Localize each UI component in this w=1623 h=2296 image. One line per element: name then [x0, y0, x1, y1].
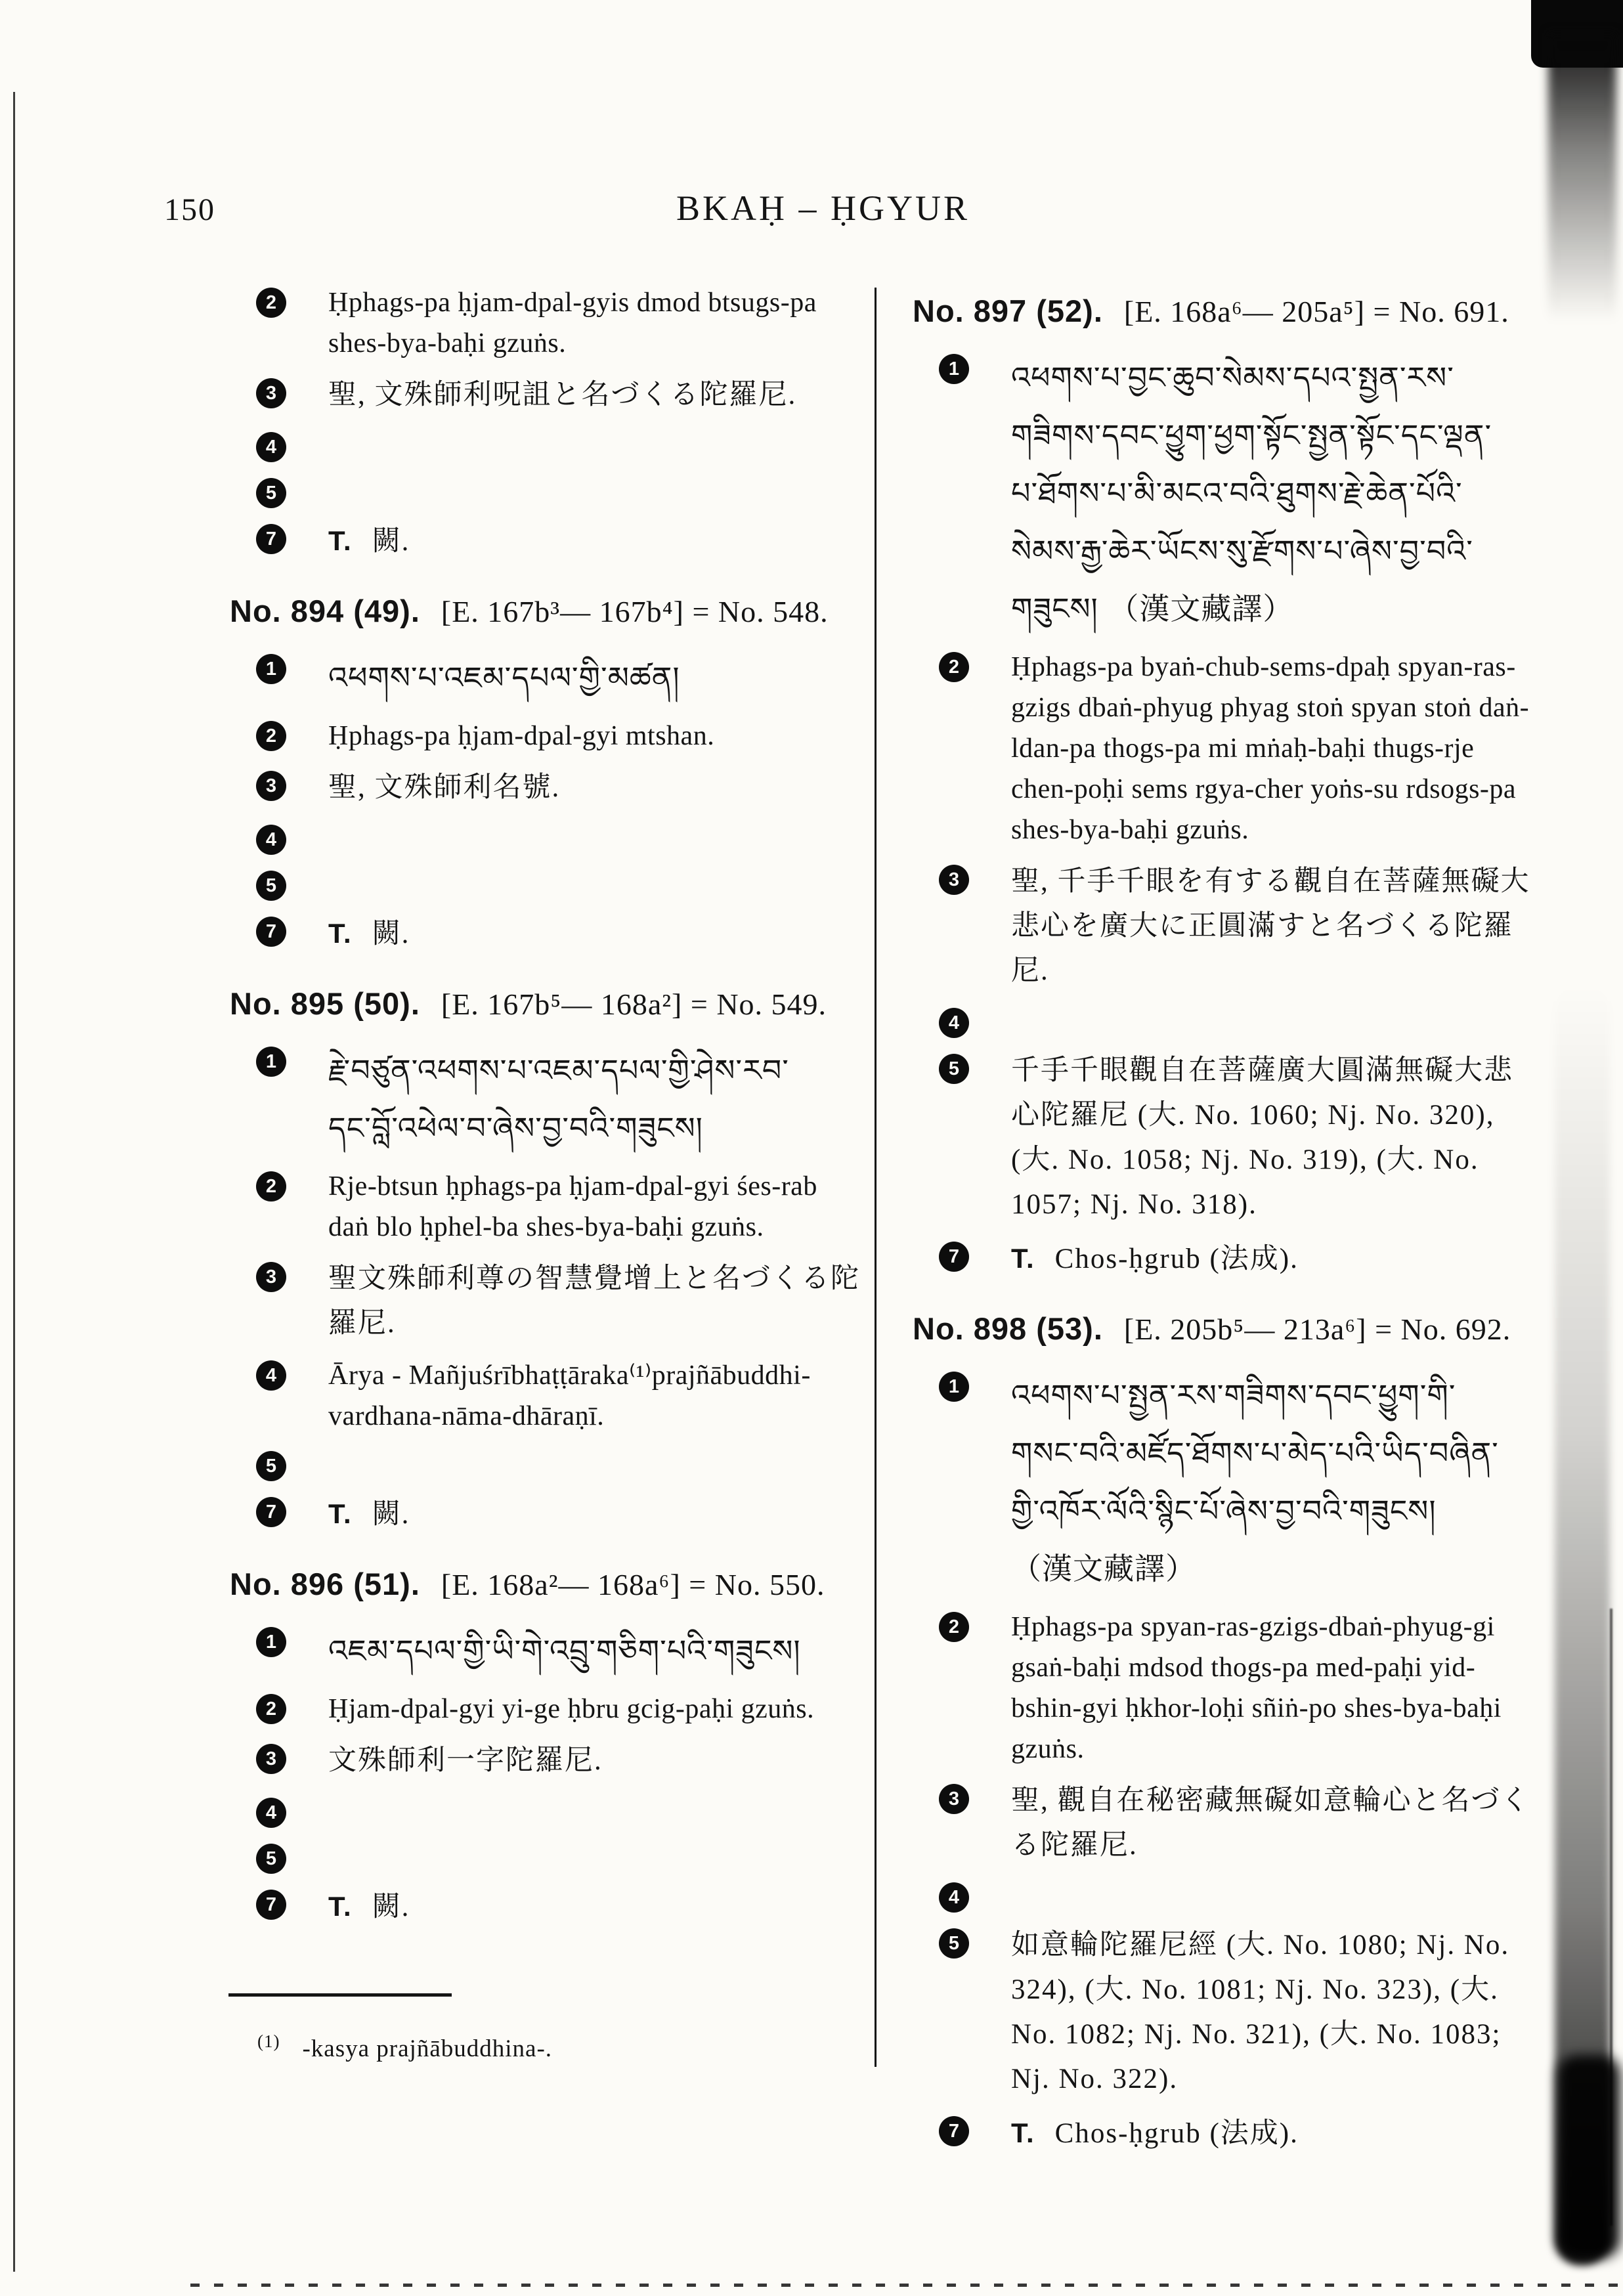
- entry-897: [913, 293, 1536, 1282]
- scan-artifact-bottom-dotted-line: [190, 2284, 1623, 2287]
- t-label: T.: [328, 1891, 353, 1922]
- entry-895: [230, 986, 860, 1537]
- item-row: [230, 766, 860, 810]
- entry-ref: [E. 205b⁵— 213a⁶] = No. 692.: [1123, 1312, 1511, 1346]
- footnote: [257, 2031, 552, 2063]
- page-header-title: BKAḤ – ḤGYUR: [676, 188, 970, 228]
- item-row: [913, 1049, 1536, 1227]
- item-number-badge: 3: [256, 1744, 286, 1774]
- t-label: T.: [1011, 2117, 1035, 2148]
- item-text-tibetan-canon-note: T. 闕.: [328, 918, 410, 949]
- item-row: [913, 647, 1536, 850]
- footnote-marker: (1): [257, 2031, 280, 2051]
- column-divider-rule: [875, 288, 876, 2067]
- item-text-tibetan-canon-note: T. 闕.: [328, 525, 410, 557]
- item-text-empty: [328, 819, 860, 846]
- item-text-japanese: 聖, 文殊師利呪詛と名づくる陀羅尼.: [328, 379, 797, 410]
- entry-ref: [E. 168a⁶— 205a⁵] = No. 691.: [1123, 295, 1509, 328]
- item-number-badge: 5: [939, 1054, 969, 1084]
- item-row: [230, 1041, 860, 1157]
- left-column: [230, 282, 860, 1939]
- tibetan-line: པ་ཐོགས་པ་མི་མངའ་བའི་ཐུགས་རྗེ་ཆེན་པོའི་: [1011, 475, 1463, 511]
- item-number-badge: 3: [256, 1262, 286, 1292]
- item-row: [230, 427, 860, 464]
- item-number-badge: 5: [256, 871, 286, 901]
- tibetan-line: འཇམ་དཔལ་གྱི་ཡི་གེ་འབྲུ་གཅིག་པའི་གཟུངས།: [328, 1633, 801, 1668]
- item-row: [230, 1622, 860, 1679]
- item-row: [230, 1166, 860, 1247]
- item-text-japanese: 聖, 千手千眼を有する觀自在菩薩無礙大悲心を廣大に正圓滿すと名づくる陀羅尼.: [1011, 866, 1530, 986]
- item-row: [230, 1257, 860, 1346]
- item-row: [913, 1003, 1536, 1039]
- scan-artifact-right-line: [1610, 1609, 1612, 2226]
- footnote-text: -kasya prajñābuddhina-.: [302, 2035, 553, 2062]
- item-text-japanese: 聖文殊師利尊の智慧覺增上と名づくる陀羅尼.: [328, 1263, 860, 1339]
- item-row: [230, 1446, 860, 1483]
- footnote-rule: [228, 1993, 452, 1997]
- item-row: [230, 373, 860, 418]
- item-row: [230, 1792, 860, 1829]
- scan-edge-line-left: [13, 92, 15, 2272]
- item-number-badge: 4: [256, 432, 286, 462]
- entry-number: No. 896 (51).: [230, 1567, 420, 1601]
- tibetan-line: རྗེ་བཙུན་འཕགས་པ་འཇམ་དཔལ་གྱི་ཤེས་རབ་: [328, 1052, 789, 1088]
- item-text-empty: [328, 1838, 860, 1865]
- item-text-translator: T. Chos-ḥgrub (法成).: [1011, 2117, 1299, 2149]
- item-number-badge: 5: [256, 1844, 286, 1874]
- item-number-badge: 2: [256, 1694, 286, 1724]
- entry-number: No. 895 (50).: [230, 986, 420, 1021]
- page-number: 150: [164, 192, 215, 227]
- entry-number: No. 897 (52).: [913, 293, 1103, 328]
- item-text-translator: T. Chos-ḥgrub (法成).: [1011, 1243, 1299, 1274]
- item-number-badge: 4: [939, 1882, 969, 1913]
- item-row: [913, 349, 1536, 638]
- tibetan-line: འཕགས་པ་འཇམ་དཔལ་གྱི་མཚན།: [328, 660, 680, 695]
- item-number-badge: 2: [256, 288, 286, 318]
- item-number-badge: 4: [256, 1360, 286, 1391]
- entry-heading: [913, 1310, 1536, 1347]
- item-number-badge: 1: [939, 354, 969, 384]
- item-number-badge: 4: [256, 1798, 286, 1828]
- item-text-empty: [1011, 1877, 1536, 1903]
- item-row: [230, 473, 860, 509]
- item-row: [913, 2111, 1536, 2156]
- t-label: T.: [328, 1498, 353, 1529]
- item-number-badge: 7: [256, 1497, 286, 1527]
- entry-896: [230, 1566, 860, 1930]
- item-number-badge: 2: [939, 1612, 969, 1642]
- item-text-empty: [328, 865, 860, 892]
- item-row: [230, 819, 860, 856]
- item-number-badge: 7: [256, 524, 286, 554]
- item-row: [230, 1838, 860, 1875]
- item-text-chinese-refs: 千手千眼觀自在菩薩廣大圓滿無礙大悲心陀羅尼 (大. No. 1060; Nj. No. 320), (大. No. 1058; Nj. No. 319), (大. No. 1057; Nj. No. 318).: [1011, 1055, 1513, 1220]
- item-row: [230, 1689, 860, 1729]
- item-row: [913, 1366, 1536, 1597]
- tibetan-line: གཟུངས། （漢文藏譯）: [1011, 591, 1294, 626]
- item-row: [230, 1355, 860, 1437]
- item-row: [913, 1779, 1536, 1868]
- item-number-badge: 1: [256, 1627, 286, 1657]
- item-number-badge: 3: [256, 378, 286, 408]
- t-label: T.: [1011, 1243, 1035, 1274]
- item-row: [230, 1739, 860, 1783]
- item-number-badge: 5: [256, 1451, 286, 1481]
- item-text-empty: [328, 427, 860, 453]
- item-number-badge: 1: [256, 654, 286, 684]
- item-text-empty: [1011, 1003, 1536, 1029]
- item-row: [230, 1884, 860, 1930]
- item-number-badge: 5: [939, 1928, 969, 1959]
- item-number-badge: 1: [256, 1047, 286, 1077]
- entry-ref: [E. 167b³— 167b⁴] = No. 548.: [441, 595, 829, 628]
- item-text-transliteration: Ḥphags-pa spyan-ras-gzigs-dbaṅ-phyug-gi gsaṅ-baḥi mdsod thogs-pa med-paḥi yid-bshin-gyi ḥkhor-loḥi sñiṅ-po shes-bya-baḥi gzuṅs.: [1011, 1612, 1502, 1764]
- item-text-empty: [328, 1446, 860, 1472]
- item-number-badge: 2: [939, 652, 969, 682]
- item-text-japanese: 聖, 觀自在秘密藏無礙如意輪心と名づくる陀羅尼.: [1011, 1785, 1530, 1861]
- tibetan-line: འཕགས་པ་བྱང་ཆུབ་སེམས་དཔའ་སྤྱན་རས་: [1011, 360, 1454, 395]
- item-text-transliteration: Ḥphags-pa ḥjam-dpal-gyi mtshan.: [328, 721, 715, 751]
- t-label: T.: [328, 918, 353, 949]
- item-row: [230, 282, 860, 364]
- entry-898: [913, 1310, 1536, 2156]
- tibetan-line: གཟིགས་དབང་ཕྱུག་ཕྱག་སྟོང་སྤྱན་སྟོང་དང་ལྡན་: [1011, 418, 1492, 453]
- entry-heading: [230, 986, 860, 1022]
- entry-894: [230, 593, 860, 957]
- item-number-badge: 4: [256, 825, 286, 855]
- t-label: T.: [328, 525, 353, 556]
- item-number-badge: 5: [256, 478, 286, 508]
- item-row: [913, 859, 1536, 993]
- item-text-empty: [328, 1792, 860, 1819]
- entry-number: No. 894 (49).: [230, 594, 420, 628]
- item-row: [230, 911, 860, 957]
- item-row: [913, 1607, 1536, 1769]
- item-number-badge: 3: [256, 771, 286, 801]
- item-text-chinese-refs: 如意輪陀羅尼經 (大. No. 1080; Nj. No. 324), (大. No. 1081; Nj. No. 323), (大. No. 1082; Nj. No. 321), (大. No. 1083; Nj. No. 322).: [1011, 1930, 1510, 2094]
- item-number-badge: 7: [256, 917, 286, 947]
- item-text-transliteration: Rje-btsun ḥphags-pa ḥjam-dpal-gyi śes-rab daṅ blo ḥphel-ba shes-bya-baḥi gzuṅs.: [328, 1171, 817, 1242]
- item-number-badge: 3: [939, 1784, 969, 1814]
- item-text-transliteration: Ḥjam-dpal-gyi yi-ge ḥbru gcig-paḥi gzuṅs.: [328, 1694, 815, 1724]
- tibetan-line: གསང་བའི་མཛོད་ཐོགས་པ་མེད་པའི་ཡིད་བཞིན་: [1011, 1435, 1499, 1471]
- item-text-tibetan-canon-note: T. 闕.: [328, 1498, 410, 1530]
- tibetan-line: སེམས་རྒྱ་ཆེར་ཡོངས་སུ་རྫོགས་པ་ཞེས་བྱ་བའི་: [1011, 533, 1473, 569]
- item-text-japanese: 文殊師利一字陀羅尼.: [328, 1745, 603, 1776]
- item-text-sanskrit-title: Ārya - Mañjuśrībhaṭṭāraka⁽¹⁾prajñābuddhi-vardhana-nāma-dhāraṇī.: [328, 1360, 811, 1431]
- tibetan-line: དང་བློ་འཕེལ་བ་ཞེས་བྱ་བའི་གཟུངས།: [328, 1110, 703, 1146]
- tibetan-line: འཕགས་པ་སྤྱན་རས་གཟིགས་དབང་ཕྱུག་གི་: [1011, 1377, 1456, 1413]
- entry-continuation: [230, 282, 860, 564]
- item-row: [230, 1492, 860, 1537]
- item-row: [913, 1877, 1536, 1914]
- item-row: [913, 1236, 1536, 1282]
- tibetan-line: གྱི་འཁོར་ལོའི་སྙིང་པོ་ཞེས་བྱ་བའི་གཟུངས།: [1011, 1493, 1437, 1528]
- entry-heading: [230, 593, 860, 629]
- item-row: [913, 1923, 1536, 2102]
- item-row: [230, 865, 860, 902]
- item-row: [230, 649, 860, 706]
- item-text-tibetan-canon-note: T. 闕.: [328, 1891, 410, 1922]
- entry-ref: [E. 167b⁵— 168a²] = No. 549.: [441, 987, 827, 1021]
- item-number-badge: 7: [939, 1242, 969, 1272]
- item-number-badge: 1: [939, 1372, 969, 1402]
- item-row: [230, 716, 860, 756]
- entry-heading: [230, 1566, 860, 1602]
- scan-artifact-top-right-tail: [1548, 33, 1616, 322]
- item-text-transliteration: Ḥphags-pa ḥjam-dpal-gyis dmod btsugs-pa shes-bya-baḥi gzuṅs.: [328, 288, 817, 358]
- entry-ref: [E. 168a²— 168a⁶] = No. 550.: [441, 1568, 825, 1601]
- item-number-badge: 2: [256, 721, 286, 751]
- right-column: [913, 282, 1536, 2165]
- item-number-badge: 2: [256, 1171, 286, 1202]
- item-text-japanese: 聖, 文殊師利名號.: [328, 772, 561, 803]
- item-number-badge: 4: [939, 1008, 969, 1038]
- chinese-source-note: （漢文藏譯）: [1011, 1551, 1196, 1586]
- entry-heading: [913, 293, 1536, 329]
- item-text-empty: [328, 473, 860, 499]
- item-number-badge: 7: [256, 1890, 286, 1920]
- entry-number: No. 898 (53).: [913, 1311, 1103, 1346]
- item-number-badge: 3: [939, 865, 969, 895]
- item-number-badge: 7: [939, 2116, 969, 2146]
- item-row: [230, 519, 860, 564]
- item-text-transliteration: Ḥphags-pa byaṅ-chub-sems-dpaḥ spyan-ras-gzigs dbaṅ-phyug phyag stoṅ spyan stoṅ daṅ-ldan-pa thogs-pa mi mṅaḥ-baḥi thugs-rje chen-poḥi sems rgya-cher yoṅs-su rdsogs-pa shes-bya-baḥi gzuṅs.: [1011, 652, 1530, 845]
